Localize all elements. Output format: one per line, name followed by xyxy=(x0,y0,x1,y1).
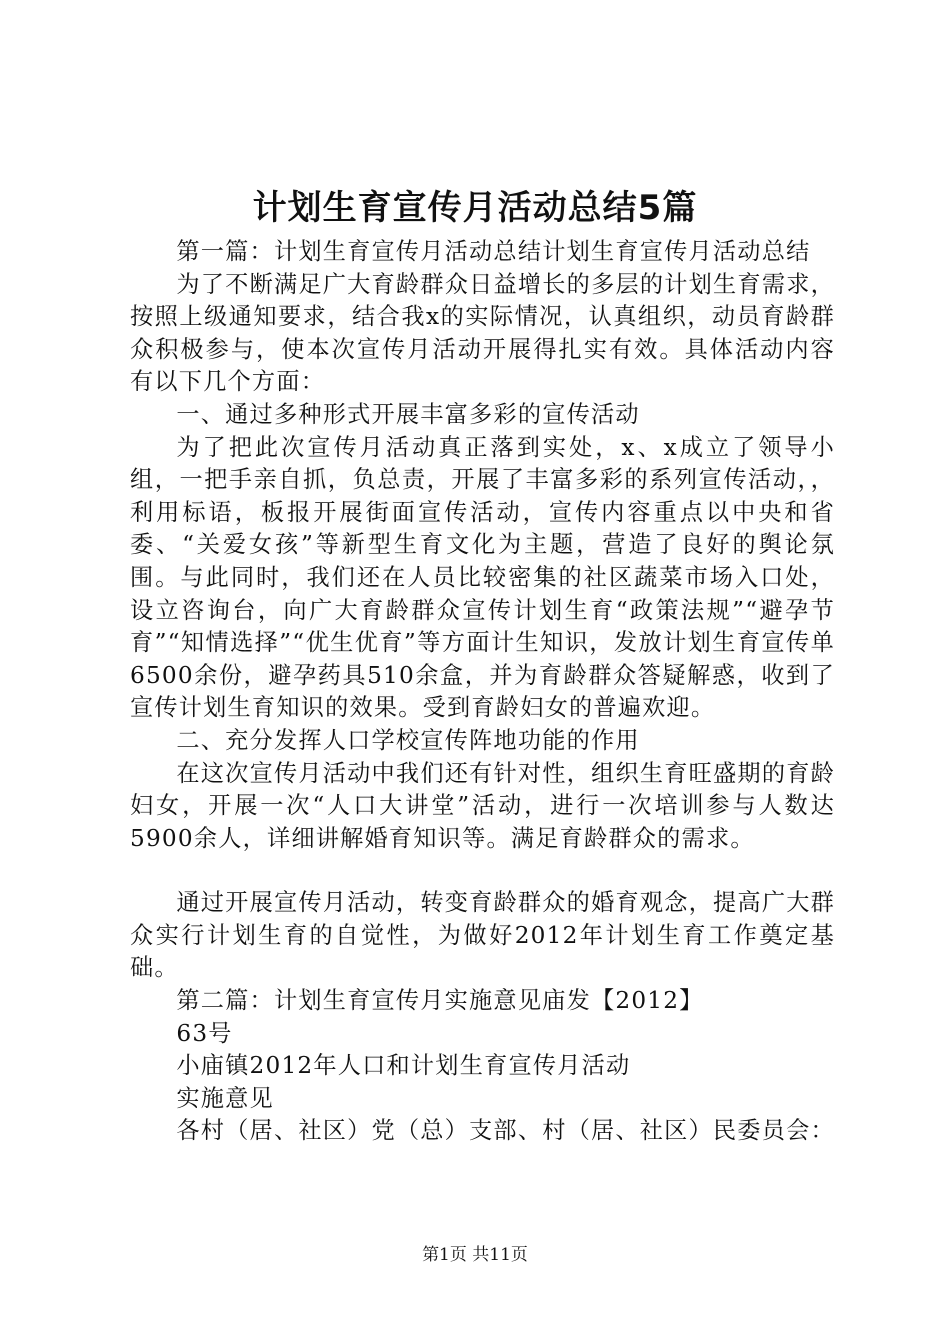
document-number: 63号 xyxy=(176,1019,233,1047)
paragraph-intro: 为了不断满足广大育龄群众日益增长的多层的计划生育需求，按照上级通知要求，结合我x的实际情况，认真组织，动员育龄群众积极参与，使本次宣传月活动开展得扎实有效。具体活动内容有以下几个方面： xyxy=(130,270,835,396)
paragraph-section-2: 在这次宣传月活动中我们还有针对性，组织生育旺盛期的育龄妇女，开展一次“人口大讲堂”活动，进行一次培训参与人数达5900余人，详细讲解婚育知识等。满足育龄群众的需求。 xyxy=(130,759,835,852)
document-title: 计划生育宣传月活动总结5篇 xyxy=(252,188,698,228)
page-footer: 第1页 共11页 xyxy=(422,1245,528,1265)
section-heading-2: 二、充分发挥人口学校宣传阵地功能的作用 xyxy=(176,726,640,754)
section-heading-1: 一、通过多种形式开展丰富多彩的宣传活动 xyxy=(176,400,640,428)
notice-addressee: 各村（居、社区）党（总）支部、村（居、社区）民委员会： xyxy=(176,1117,835,1145)
paragraph-part2-heading: 第二篇：计划生育宣传月实施意见庙发【2012】 xyxy=(176,987,704,1015)
paragraph-part1-heading: 第一篇：计划生育宣传月活动总结计划生育宣传月活动总结 xyxy=(176,238,811,265)
document-body xyxy=(130,236,835,1148)
notice-title: 小庙镇2012年人口和计划生育宣传月活动 xyxy=(176,1052,631,1080)
paragraph-conclusion: 通过开展宣传月活动，转变育龄群众的婚育观念，提高广大群众实行计划生育的自觉性，为做好2012年计划生育工作奠定基础。 xyxy=(130,889,835,982)
notice-subtitle: 实施意见 xyxy=(176,1084,274,1112)
paragraph-section-1: 为了把此次宣传月活动真正落到实处，x、x成立了领导小组，一把手亲自抓，负总责，开展了丰富多彩的系列宣传活动，，利用标语，板报开展街面宣传活动，宣传内容重点以中央和省委、“关爱女孩”等新型生育文化为主题，营造了良好的舆论氛围。与此同时，我们还在人员比较密集的社区蔬菜市场入口处，设立咨询台，向广大育龄群众宣传计划生育“政策法规”“避孕节育”“知情选择”“优生优育”等方面计生知识，发放计划生育宣传单6500余份，避孕药具510余盒，并为育龄群众答疑解惑，收到了宣传计划生育知识的效果。受到育龄妇女的普遍欢迎。 xyxy=(130,433,835,722)
